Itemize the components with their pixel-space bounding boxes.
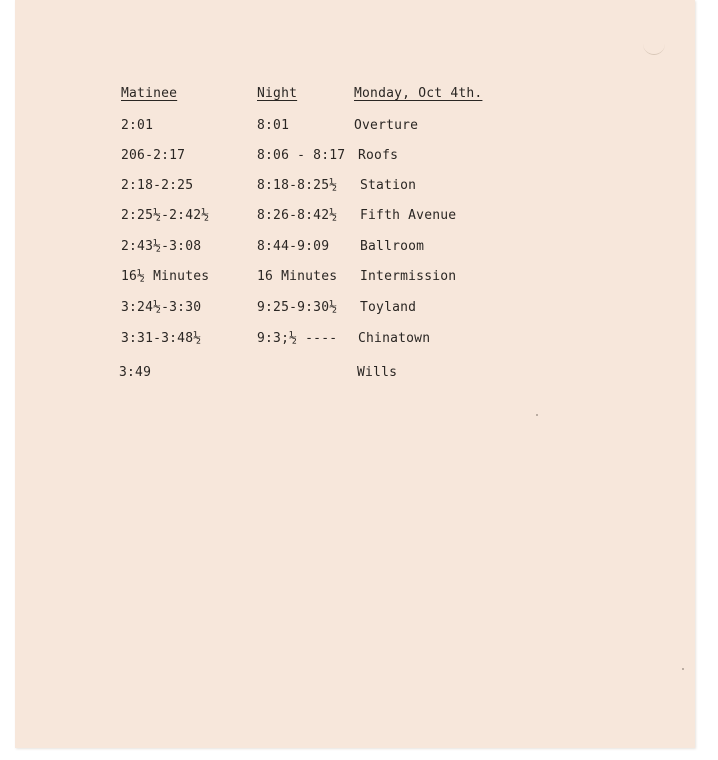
night-time: 8:44-9:09 [257, 239, 330, 254]
night-time: 8:06 - 8:17 [257, 148, 346, 163]
night-time: 9:3;½ ---- [257, 331, 338, 346]
night-time: 8:18-8:25½ [257, 178, 338, 193]
matinee-time: 206-2:17 [121, 148, 186, 163]
matinee-time: 16½ Minutes [121, 269, 210, 284]
night-time: 16 Minutes [257, 269, 338, 284]
night-time: 9:25-9:30½ [257, 300, 338, 315]
header-date: Monday, Oct 4th. [354, 86, 483, 101]
matinee-time: 2:18-2:25 [121, 178, 194, 193]
scene-name: Fifth Avenue [360, 208, 457, 223]
scene-name: Intermission [360, 269, 457, 284]
scene-name: Overture [354, 118, 419, 133]
scene-name: Toyland [360, 300, 417, 315]
header-matinee: Matinee [121, 86, 178, 101]
scene-name: Roofs [358, 148, 399, 163]
scene-name: Ballroom [360, 239, 425, 254]
header-night: Night [257, 86, 298, 101]
matinee-time: 2:25½-2:42½ [121, 208, 210, 223]
scene-name: Chinatown [358, 331, 431, 346]
scene-name: Station [360, 178, 417, 193]
matinee-time: 3:24½-3:30 [121, 300, 202, 315]
matinee-time: 3:49 [119, 365, 152, 380]
night-time: 8:26-8:42½ [257, 208, 338, 223]
scene-name: Wills [357, 365, 398, 380]
matinee-time: 3:31-3:48½ [121, 331, 202, 346]
matinee-time: 2:43½-3:08 [121, 239, 202, 254]
night-time: 8:01 [257, 118, 290, 133]
matinee-time: 2:01 [121, 118, 154, 133]
